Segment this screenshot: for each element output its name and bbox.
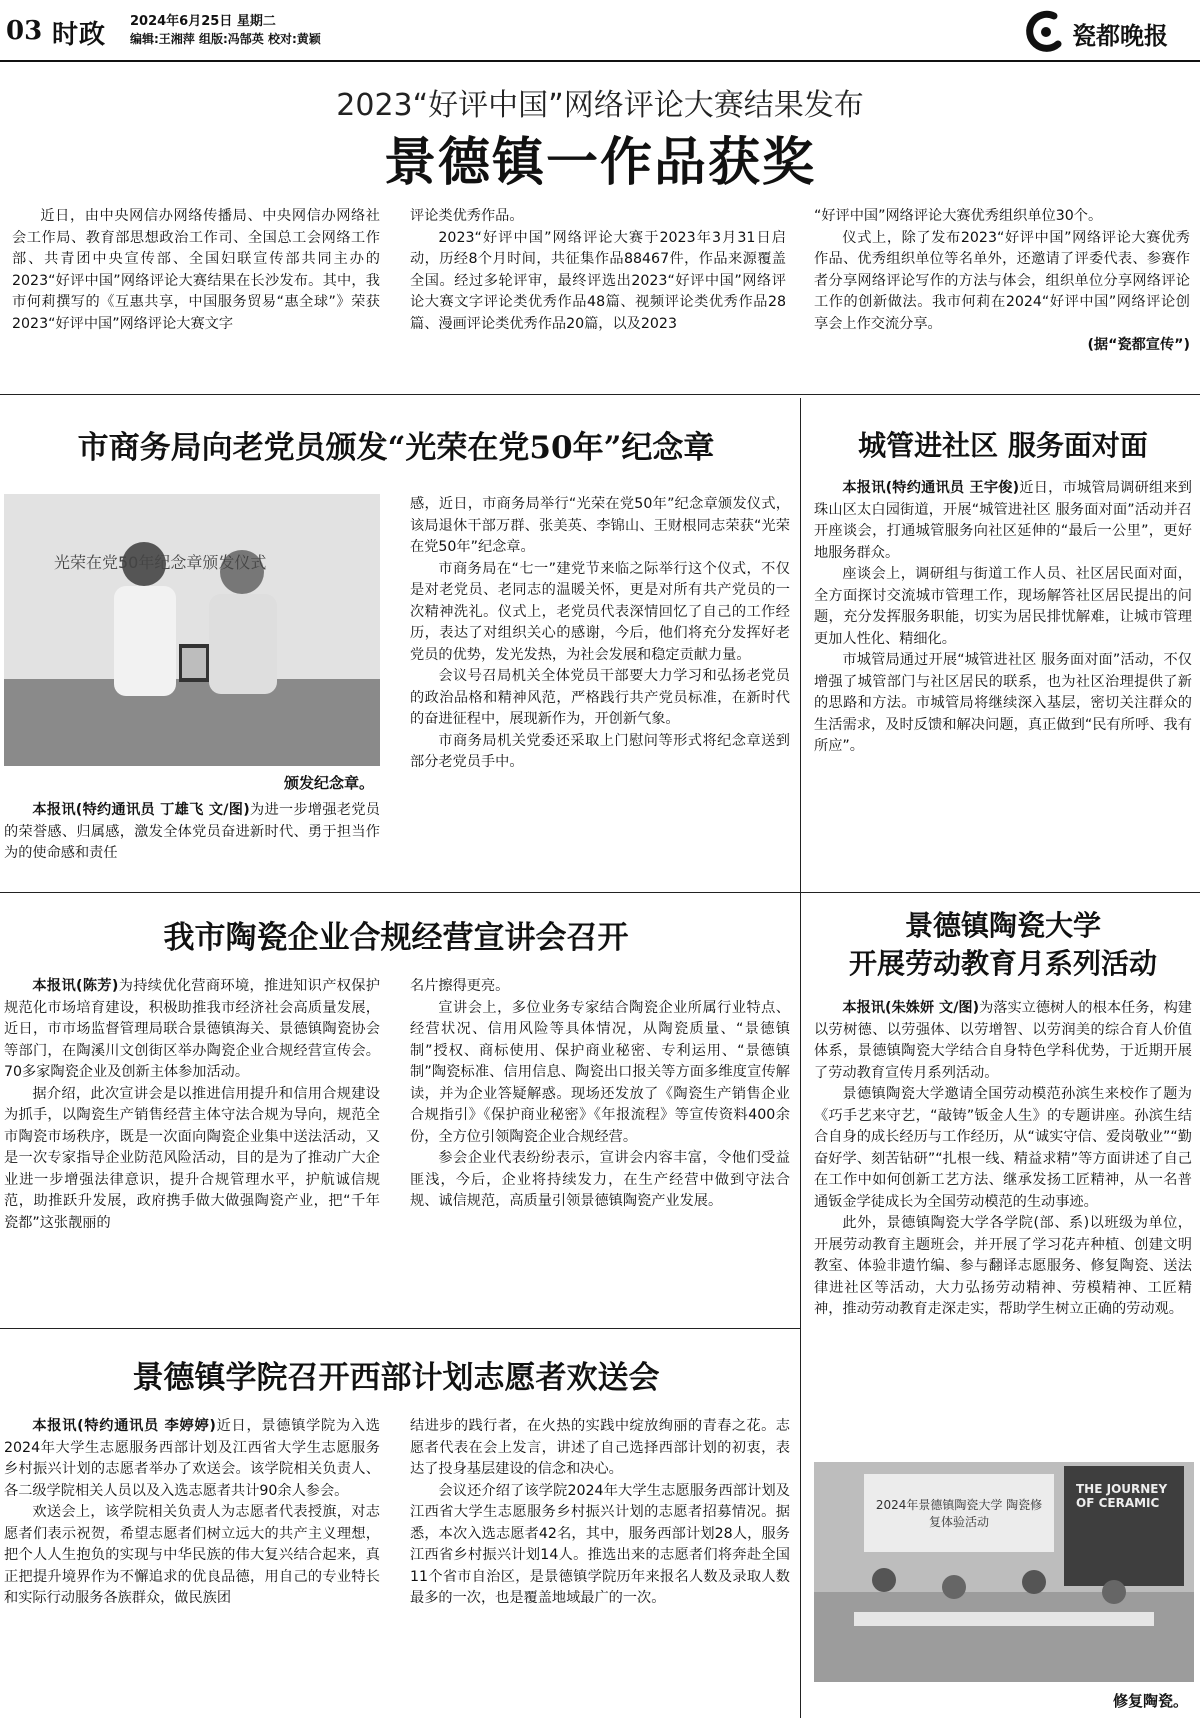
masthead xyxy=(1022,8,1198,54)
lead-headline: 景德镇一作品获奖 xyxy=(383,132,816,193)
university-body xyxy=(814,998,1192,1458)
compliance-paragraph: 宣讲会上，多位业务专家结合陶瓷企业所属行业特点、经营状况、信用风险等具体情况，从陶瓷质量、“景德镇制”授权、商标使用、保护商业秘密、专利运用、“景德镇制”陶瓷标准、信用信息、陶瓷出口报关等方面多维度宣传解读，并为企业答疑解惑。现场还发放了《陶瓷生产销售企业合规指引》《保护商业秘密》《年报流程》等宣传资料400余份，全方位引领陶瓷企业合规经营。 xyxy=(410,999,790,1145)
header-rule xyxy=(0,60,1200,62)
commerce-column-2 xyxy=(410,494,790,904)
lead-paragraph: 评论类优秀作品。 xyxy=(410,208,524,224)
photo-banner-text: 光荣在党50年纪念章颁发仪式 xyxy=(54,553,267,572)
lead-source: (据“瓷都宣传”) xyxy=(1087,337,1190,353)
college-column-1 xyxy=(4,1416,380,1714)
newspaper-logo-icon xyxy=(1022,8,1068,54)
divider xyxy=(0,892,1200,893)
issue-date: 2024年6月25日 星期二 xyxy=(130,14,276,29)
byline: 本报讯(陈芳) xyxy=(32,978,119,994)
commerce-paragraph: 会议号召局机关全体党员干部要大力学习和弘扬老党员的政治品格和精神风范，严格践行共产党员标准，在新时代的奋进征程中，展现新作为，开创新气象。 xyxy=(410,668,790,727)
section-name: 时政 xyxy=(52,20,107,50)
column-divider xyxy=(800,398,801,1718)
lead-column-2 xyxy=(410,206,786,386)
university-paragraph: 景德镇陶瓷大学邀请全国劳动模范孙滨生来校作了题为《巧手艺来守艺，“敲铸”钣金人生》的专题讲座。孙滨生结合自身的成长经历与工作经历，从“诚实守信、爱岗敬业”“勤奋好学、刻苦钻研”“扎根一线、精益求精”等方面讲述了自己在工作中如何创新工艺方法、继承发扬工匠精神，从一名普通钣金学徒成长为全国劳动模范的生动事迹。 xyxy=(814,1086,1192,1210)
urban-body xyxy=(814,478,1192,888)
byline: 本报讯(朱姝妍 文/图) xyxy=(842,1000,980,1016)
page-number: 03 xyxy=(6,16,43,46)
college-paragraph: 欢送会上，该学院相关负责人为志愿者代表授旗，对志愿者们表示祝贺，希望志愿者们树立远大的共产主义理想，把个人人生抱负的实现与中华民族的伟大复兴结合起来，真正把提升境界作为不懈追求的优良品德，用自己的专业特长和实际行动服务各族群众，做民族团 xyxy=(4,1504,380,1606)
photo-book-text: THE JOURNEY OF CERAMIC xyxy=(1076,1482,1168,1510)
commerce-paragraph: 感，近日，市商务局举行“光荣在党50年”纪念章颁发仪式，该局退休干部万群、张美英、李锦山、王财根同志荣获“光荣在党50年”纪念章。 xyxy=(410,496,790,555)
university-caption: 修复陶瓷。 xyxy=(1112,1692,1188,1710)
lead-column-1 xyxy=(12,206,380,386)
compliance-title: 我市陶瓷企业合规经营宣讲会召开 xyxy=(163,920,629,956)
compliance-paragraph: 本报讯(陈芳)为持续优化营商环境，推进知识产权保护规范化市场培育建设，积极助推我市经济社会高质量发展，近日，市市场监督管理局联合景德镇海关、景德镇陶瓷协会等部门，在陶溪川文创街区举办陶瓷企业合规经营宣传会。70多家陶瓷企业及创新主体参加活动。 xyxy=(4,978,380,1080)
commerce-photo xyxy=(4,494,380,766)
college-paragraph: 结进步的践行者，在火热的实践中绽放绚丽的青春之花。志愿者代表在会上发言，讲述了自己选择西部计划的初衷，表达了投身基层建设的信念和决心。 xyxy=(410,1418,790,1477)
compliance-paragraph: 据介绍，此次宣讲会是以推进信用提升和信用合规建设为抓手，以陶瓷生产销售经营主体守法合规为导向，规范全市陶瓷市场秩序，既是一次面向陶瓷企业集中送法活动，又是一次专家指导企业防范风险活动，目的是为了推动广大企业进一步增强法律意识，提升合规管理水平，护航诚信规范，助推跃升发展，政府携手做大做强陶瓷产业，把“千年瓷都”这张靓丽的 xyxy=(4,1085,380,1231)
university-photo xyxy=(814,1462,1194,1682)
commerce-title: 市商务局向老党员颁发“光荣在党50年”纪念章 xyxy=(77,430,715,466)
compliance-column-1 xyxy=(4,976,380,1322)
award-ceremony-image-icon xyxy=(4,494,380,766)
commerce-paragraph: 市商务局机关党委还采取上门慰问等形式将纪念章送到部分老党员手中。 xyxy=(410,732,790,770)
divider xyxy=(0,394,1200,395)
university-paragraph: 本报讯(朱姝妍 文/图)为落实立德树人的根本任务，构建以劳树德、以劳强体、以劳增智、以劳润美的综合育人价值体系，景德镇陶瓷大学结合自身特色学科优势，于近期开展了劳动教育宣传月系列活动。 xyxy=(814,1000,1192,1081)
urban-paragraph: 市城管局通过开展“城管进社区 服务面对面”活动，不仅增强了城管部门与社区居民的联系，也为社区治理提供了新的思路和方法。市城管局将继续深入基层，密切关注群众的生活需求，及时反馈和解决问题，真正做到“民有所呼、我有所应”。 xyxy=(814,652,1192,754)
college-paragraph: 本报讯(特约通讯员 李婷婷)近日，景德镇学院为入选2024年大学生志愿服务西部计划及江西省大学生志愿服务乡村振兴计划的志愿者举办了欢送会。该学院相关负责人、各二级学院相关人员以及入选志愿者共计90余人参会。 xyxy=(4,1418,380,1499)
photo-banner-text: 2024年景德镇陶瓷大学 陶瓷修复体验活动 xyxy=(875,1498,1043,1529)
compliance-paragraph: 参会企业代表纷纷表示，宣讲会内容丰富，令他们受益匪浅，今后，企业将持续发力，在生产经营中做到守法合规、诚信规范，高质量引领景德镇陶瓷产业发展。 xyxy=(410,1150,790,1209)
compliance-column-2 xyxy=(410,976,790,1322)
college-paragraph: 会议还介绍了该学院2024年大学生志愿服务西部计划及江西省大学生志愿服务乡村振兴计划的志愿者招募情况。据悉，本次入选志愿者42名，其中，服务西部计划28人，服务江西省乡村振兴计划14人。推选出来的志愿者们将奔赴全国11个省市自治区，是景德镇学院历年来报名人数及录取人数最多的一次，也是覆盖地域最广的一次。 xyxy=(410,1482,790,1606)
byline: 本报讯(特约通讯员 李婷婷) xyxy=(32,1418,216,1434)
compliance-paragraph: 名片擦得更亮。 xyxy=(410,978,510,994)
lead-column-3 xyxy=(814,206,1190,386)
urban-title: 城管进社区 服务面对面 xyxy=(858,429,1148,462)
byline: 本报讯(特约通讯员 丁雄飞 文/图) xyxy=(32,802,250,818)
byline: 本报讯(特约通讯员 王宇俊) xyxy=(842,480,1020,496)
editor-credits: 编辑:王湘萍 组版:冯郜英 校对:黄颖 xyxy=(130,32,321,46)
urban-paragraph: 座谈会上，调研组与街道工作人员、社区居民面对面，全方面探讨交流城市管理工作，现场解答社区居民提出的问题，充分发挥服务职能，切实为居民排忧解难，让城市管理更加人性化、精细化。 xyxy=(814,566,1192,647)
lead-paragraph: 近日，由中央网信办网络传播局、中央网信办网络社会工作局、教育部思想政治工作司、全国总工会网络工作部、共青团中央宣传部、全国妇联宣传部共同主办的2023“好评中国”网络评论大赛结果在长沙发布。其中，我市何莉撰写的《互惠共享，中国服务贸易“惠全球”》荣获2023“好评中国”网络评论大赛文字 xyxy=(12,208,380,332)
lead-paragraph: 2023“好评中国”网络评论大赛于2023年3月31日启动，历经8个月时间，共征集作品88467件，作品来源覆盖全国。经过多轮评审，最终评选出2023“好评中国”网络评论大赛文字评论类优秀作品48篇、视频评论类优秀作品28篇、漫画评论类优秀作品20篇，以及2023 xyxy=(410,229,786,332)
college-title: 景德镇学院召开西部计划志愿者欢送会 xyxy=(132,1360,660,1396)
commerce-paragraph: 本报讯(特约通讯员 丁雄飞 文/图)为进一步增强老党员的荣誉感、归属感，激发全体党员奋进新时代、勇于担当作为的使命感和责任 xyxy=(4,802,380,861)
lead-kicker: 2023“好评中国”网络评论大赛结果发布 xyxy=(336,88,864,123)
college-column-2 xyxy=(410,1416,790,1714)
commerce-paragraph: 市商务局在“七一”建党节来临之际举行这个仪式，不仅是对老党员、老同志的温暖关怀，更是对所有共产党员的一次精神洗礼。仪式上，老党员代表深情回忆了自己的工作经历，表达了对组织关心的感谢，今后，他们将充分发挥好老党员的优势，发光发热，为社会发展和稳定贡献力量。 xyxy=(410,560,790,663)
commerce-column-1 xyxy=(4,800,380,896)
paper-name: 瓷都晚报 xyxy=(1072,21,1168,50)
divider xyxy=(0,1328,800,1329)
commerce-caption: 颁发纪念章。 xyxy=(283,774,374,792)
lead-paragraph: 仪式上，除了发布2023“好评中国”网络评论大赛优秀作品、优秀组织单位等名单外，还邀请了评委代表、参赛作者分享网络评论写作的方法与体会，组织单位分享网络评论工作的创新做法。我市何莉在2024“好评中国”网络评论创享会上作交流分享。 xyxy=(814,229,1190,332)
university-paragraph: 此外，景德镇陶瓷大学各学院(部、系)以班级为单位，开展劳动教育主题班会，并开展了学习花卉种植、创建文明教室、体验非遗竹编、参与翻译志愿服务、修复陶瓷、送法律进社区等活动，大力弘扬劳动精神、劳模精神、工匠精神，推动劳动教育走深走实，帮助学生树立正确的劳动观。 xyxy=(814,1215,1192,1317)
lead-paragraph: “好评中国”网络评论大赛优秀组织单位30个。 xyxy=(814,208,1103,224)
university-title-line-2: 开展劳动教育月系列活动 xyxy=(848,947,1157,980)
university-title-line-1: 景德镇陶瓷大学 xyxy=(904,909,1101,942)
urban-paragraph: 本报讯(特约通讯员 王宇俊)近日，市城管局调研组来到珠山区太白园街道，开展“城管进社区 服务面对面”活动并召开座谈会，打通城管服务向社区延伸的“最后一公里”，更好地服务群众。 xyxy=(814,480,1192,561)
